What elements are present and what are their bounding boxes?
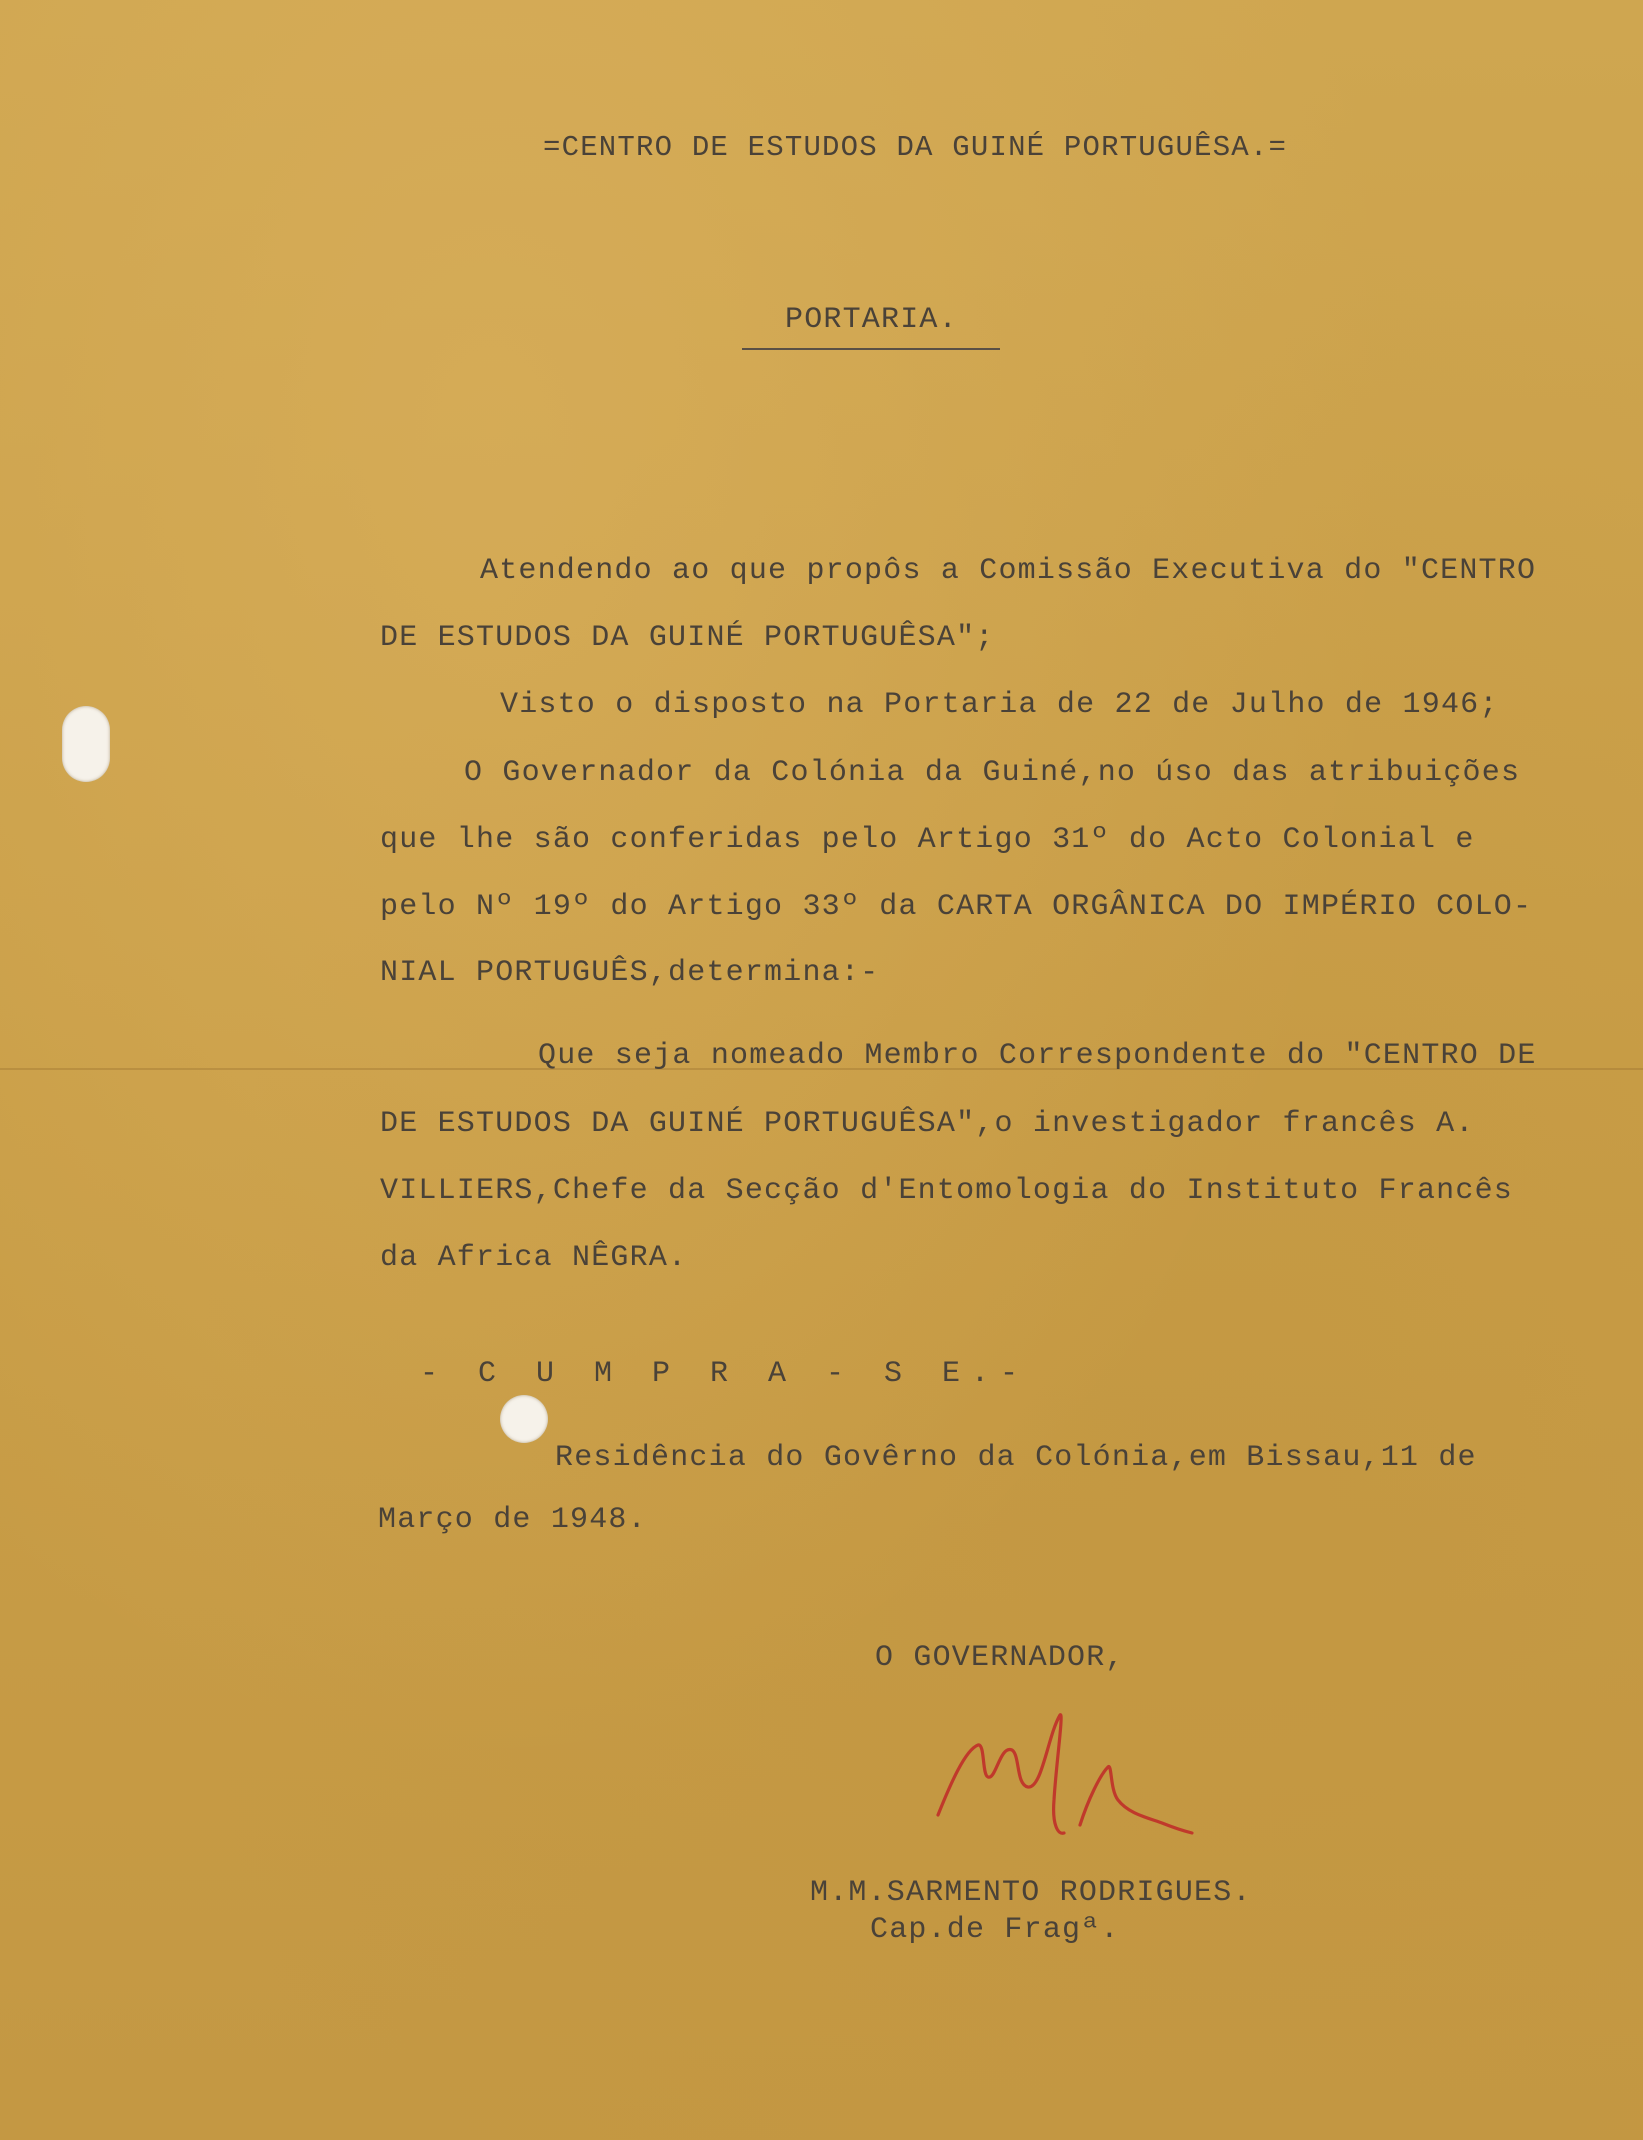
paragraph-line: Visto o disposto na Portaria de 22 de Julho de 1946; (500, 688, 1499, 722)
governor-label: O GOVERNADOR, (875, 1641, 1125, 1675)
paragraph-line: DE ESTUDOS DA GUINÉ PORTUGUÊSA",o investigador francês A. (380, 1107, 1475, 1141)
title-underline (742, 348, 1000, 350)
paragraph-line: O Governador da Colónia da Guiné,no úso das atribuições (464, 756, 1521, 790)
residence-date: Março de 1948. (378, 1503, 647, 1537)
punch-hole (500, 1395, 548, 1443)
document-title: PORTARIA. (785, 303, 958, 337)
residence-line: Residência do Govêrno da Colónia,em Bissau,11 de (555, 1441, 1477, 1475)
paragraph-line: pelo Nº 19º do Artigo 33º da CARTA ORGÂNICA DO IMPÉRIO COLO- (380, 890, 1533, 924)
document-header: =CENTRO DE ESTUDOS DA GUINÉ PORTUGUÊSA.= (543, 131, 1288, 164)
signatory-name: M.M.SARMENTO RODRIGUES. (810, 1876, 1252, 1910)
paragraph-line: NIAL PORTUGUÊS,determina:- (380, 956, 880, 990)
signatory-rank: Cap.de Fragª. (870, 1913, 1120, 1947)
paragraph-line: Atendendo ao que propôs a Comissão Executiva do "CENTRO (480, 554, 1537, 588)
paragraph-line: DE ESTUDOS DA GUINÉ PORTUGUÊSA"; (380, 621, 995, 655)
punch-hole (62, 706, 110, 782)
paragraph-line: da Africa NÊGRA. (380, 1241, 688, 1275)
paragraph-line: que lhe são conferidas pelo Artigo 31º do Acto Colonial e (380, 823, 1475, 857)
cumpra-se-line: - C U M P R A - S E.- (420, 1357, 1030, 1391)
signature (930, 1705, 1210, 1845)
paragraph-line: VILLIERS,Chefe da Secção d'Entomologia do Instituto Francês (380, 1174, 1513, 1208)
paragraph-line: Que seja nomeado Membro Correspondente do "CENTRO DE (538, 1039, 1537, 1073)
